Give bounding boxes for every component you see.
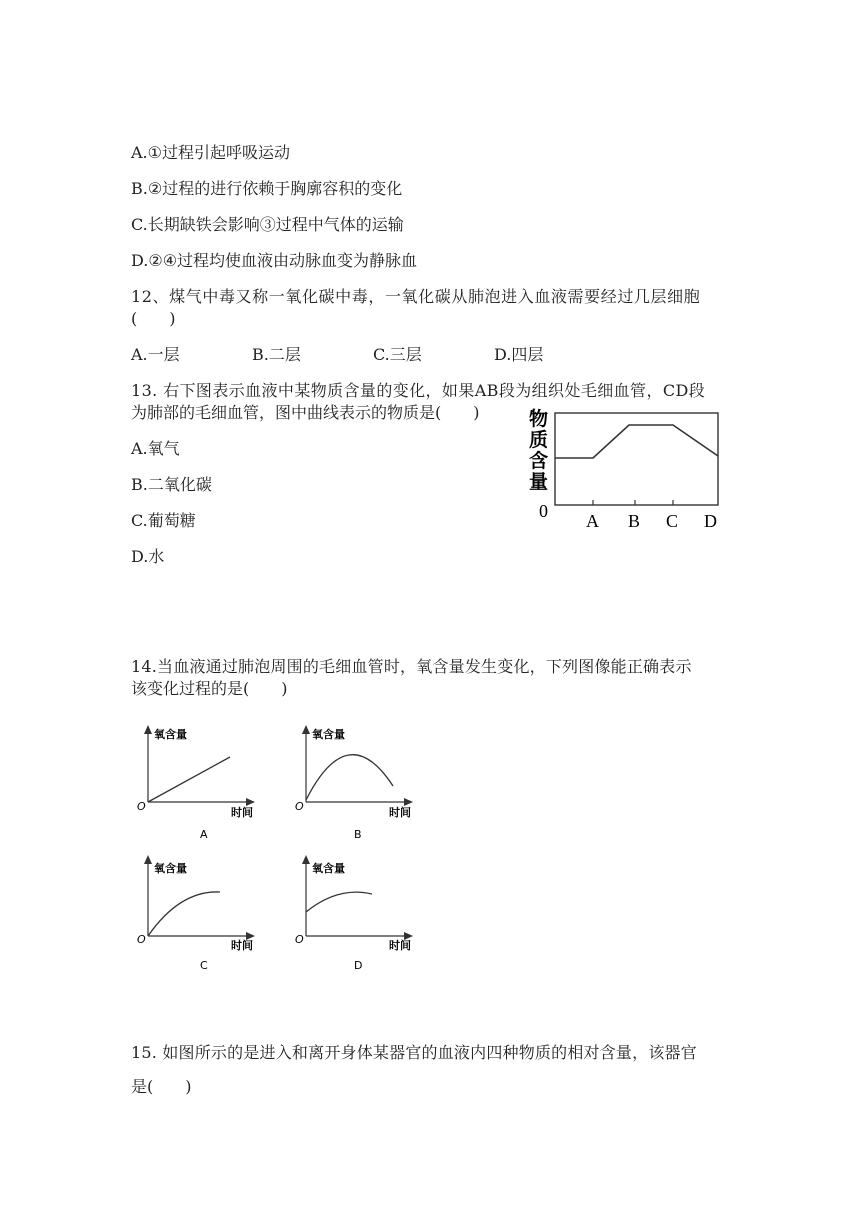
xlabel: 时间 — [389, 939, 411, 952]
q13-option-d: D.水 — [131, 547, 165, 566]
q13-stem-line1: 13. 右下图表示血液中某物质含量的变化，如果AB段为组织处毛细血管，CD段 — [131, 381, 706, 400]
curve-linear — [148, 757, 230, 802]
origin-label: O — [137, 933, 146, 946]
y-axis-arrow-icon — [144, 855, 152, 864]
q12-option-d: D.四层 — [494, 345, 544, 364]
xlabel: 时间 — [389, 806, 411, 819]
q14-graph-d — [288, 852, 428, 974]
ylabel: 氧含量 — [154, 862, 187, 875]
q12-option-c: C.三层 — [373, 345, 422, 364]
q11-option-a: A.①过程引起呼吸运动 — [131, 143, 290, 162]
q14-graph-c — [130, 852, 270, 974]
graph-label: D — [354, 959, 363, 972]
q11-option-b: B.②过程的进行依赖于胸廓容积的变化 — [131, 179, 403, 198]
q15-stem-line1: 15. 如图所示的是进入和离开身体某器官的血液内四种物质的相对含量，该器官 — [131, 1043, 697, 1062]
curve-rise-plateau-nonzero — [306, 892, 372, 912]
xlabel: 时间 — [231, 806, 253, 819]
q13-option-b: B.二氧化碳 — [131, 475, 212, 494]
origin-label: O — [295, 800, 304, 813]
graph-label: B — [354, 828, 362, 841]
q13-origin-label: 0 — [539, 501, 548, 521]
svg-text:物: 物 — [529, 409, 549, 430]
svg-text:质: 质 — [529, 430, 549, 451]
y-axis-arrow-icon — [302, 725, 310, 734]
q13-curve — [555, 425, 718, 458]
xlabel: 时间 — [231, 939, 253, 952]
origin-label: O — [295, 933, 304, 946]
svg-text:量: 量 — [529, 472, 549, 493]
q11-option-c: C.长期缺铁会影响③过程中气体的运输 — [131, 215, 404, 234]
q13-xtick-c: C — [666, 511, 679, 531]
q14-graph-b — [288, 722, 428, 842]
q12-option-b: B.二层 — [252, 345, 301, 364]
ylabel: 氧含量 — [312, 728, 345, 741]
q13-stem-line2: 为肺部的毛细血管，图中曲线表示的物质是( ) — [131, 403, 480, 422]
y-axis-arrow-icon — [302, 855, 310, 864]
q13-xtick-a: A — [586, 511, 599, 531]
svg-text:含: 含 — [529, 451, 549, 472]
q14-graph-a — [130, 722, 270, 842]
q14-stem-line1: 14.当血液通过肺泡周围的毛细血管时，氧含量发生变化，下列图像能正确表示 — [131, 657, 692, 676]
q13-ylabel — [529, 407, 548, 493]
q13-plot-frame — [555, 413, 718, 505]
q13-option-c: C.葡萄糖 — [131, 511, 196, 530]
origin-label: O — [137, 800, 146, 813]
q13-xtick-b: B — [628, 511, 641, 531]
curve-rise-plateau — [148, 892, 220, 936]
ylabel: 氧含量 — [154, 728, 187, 741]
q13-figure — [525, 405, 725, 533]
q13-option-a: A.氧气 — [131, 439, 180, 458]
q15-stem-line2: 是( ) — [131, 1077, 192, 1096]
graph-label: C — [200, 959, 208, 972]
x-axis-arrow-icon — [404, 798, 413, 806]
q12-option-a: A.一层 — [131, 345, 180, 364]
q11-option-d: D.②④过程均使血液由动脉血变为静脉血 — [131, 251, 418, 270]
graph-label: A — [200, 828, 208, 841]
ylabel: 氧含量 — [312, 862, 345, 875]
q13-xtick-d: D — [704, 511, 717, 531]
q12-stem-line1: 12、煤气中毒又称一氧化碳中毒，一氧化碳从肺泡进入血液需要经过几层细胞 — [131, 287, 701, 306]
curve-rise-fall — [306, 755, 393, 800]
q12-stem-line2: ( ) — [131, 309, 176, 328]
x-axis-arrow-icon — [246, 798, 255, 806]
y-axis-arrow-icon — [144, 725, 152, 734]
q14-stem-line2: 该变化过程的是( ) — [131, 679, 288, 698]
